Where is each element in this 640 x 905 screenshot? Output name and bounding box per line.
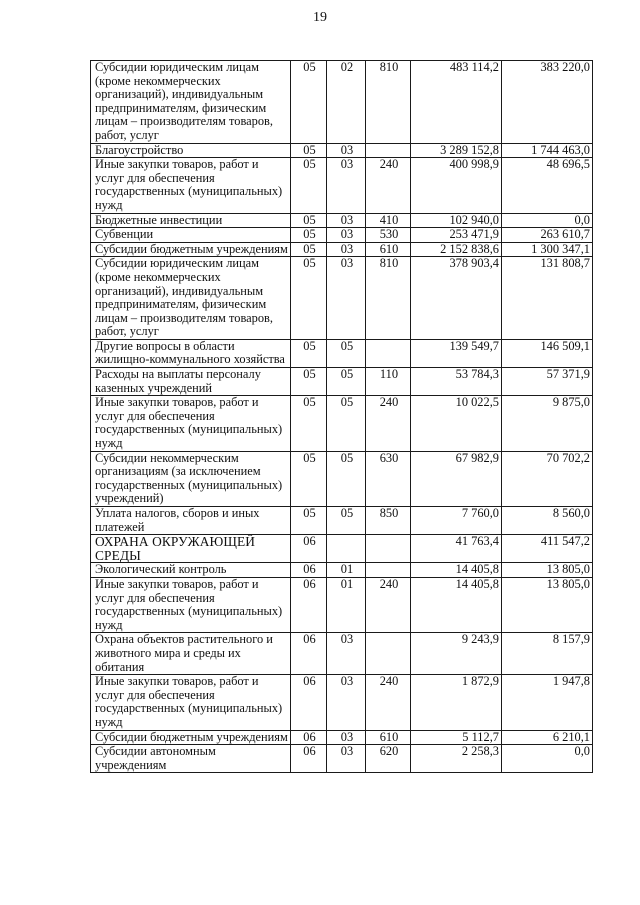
expenditure-name-cell: ОХРАНА ОКРУЖАЮЩЕЙ СРЕДЫ — [91, 535, 291, 563]
expense-type-code-cell: 410 — [366, 213, 411, 228]
amount-year-2-cell: 0,0 — [502, 213, 593, 228]
subsection-code-cell: 03 — [327, 730, 366, 745]
section-code-cell: 05 — [291, 507, 327, 535]
expenditure-name-cell: Уплата налогов, сборов и иных платежей — [91, 507, 291, 535]
section-code-cell: 05 — [291, 61, 327, 144]
subsection-code-cell: 05 — [327, 396, 366, 451]
subsection-code-cell: 03 — [327, 143, 366, 158]
budget-table-body — [91, 61, 593, 773]
amount-year-1-cell: 14 405,8 — [411, 577, 502, 632]
section-code-cell: 05 — [291, 158, 327, 213]
subsection-code-cell: 03 — [327, 745, 366, 773]
expense-type-code-cell — [366, 339, 411, 367]
section-code-cell: 05 — [291, 368, 327, 396]
table-row — [91, 675, 593, 730]
expense-type-code-cell: 240 — [366, 577, 411, 632]
subsection-code-cell: 03 — [327, 242, 366, 257]
subsection-code-cell: 01 — [327, 577, 366, 632]
expenditure-name-cell: Расходы на выплаты персоналу казенных учреждений — [91, 368, 291, 396]
amount-year-2-cell: 13 805,0 — [502, 577, 593, 632]
expenditure-name-cell: Иные закупки товаров, работ и услуг для обеспечения государственных (муниципальных) нужд — [91, 675, 291, 730]
amount-year-2-cell: 9 875,0 — [502, 396, 593, 451]
table-row — [91, 535, 593, 563]
subsection-code-cell: 05 — [327, 451, 366, 506]
amount-year-1-cell: 14 405,8 — [411, 563, 502, 578]
expense-type-code-cell: 630 — [366, 451, 411, 506]
expenditure-name-cell: Субсидии юридическим лицам (кроме некоммерческих организаций), индивидуальным предпринимателям, физическим лицам – производителям товаров, работ, услуг — [91, 257, 291, 340]
table-row — [91, 396, 593, 451]
amount-year-2-cell: 1 300 347,1 — [502, 242, 593, 257]
expense-type-code-cell: 610 — [366, 730, 411, 745]
amount-year-1-cell: 2 152 838,6 — [411, 242, 502, 257]
subsection-code-cell: 02 — [327, 61, 366, 144]
section-code-cell: 05 — [291, 143, 327, 158]
amount-year-2-cell: 383 220,0 — [502, 61, 593, 144]
subsection-code-cell: 03 — [327, 633, 366, 675]
section-code-cell: 05 — [291, 451, 327, 506]
table-row — [91, 213, 593, 228]
section-code-cell: 05 — [291, 213, 327, 228]
amount-year-1-cell: 139 549,7 — [411, 339, 502, 367]
subsection-code-cell: 03 — [327, 213, 366, 228]
table-row — [91, 730, 593, 745]
table-row — [91, 143, 593, 158]
amount-year-1-cell: 10 022,5 — [411, 396, 502, 451]
amount-year-2-cell: 131 808,7 — [502, 257, 593, 340]
section-code-cell: 05 — [291, 242, 327, 257]
expense-type-code-cell — [366, 633, 411, 675]
amount-year-1-cell: 5 112,7 — [411, 730, 502, 745]
amount-year-2-cell: 1 744 463,0 — [502, 143, 593, 158]
expense-type-code-cell: 620 — [366, 745, 411, 773]
amount-year-1-cell: 67 982,9 — [411, 451, 502, 506]
table-row — [91, 339, 593, 367]
expenditure-name-cell: Иные закупки товаров, работ и услуг для обеспечения государственных (муниципальных) нужд — [91, 158, 291, 213]
subsection-code-cell: 03 — [327, 257, 366, 340]
amount-year-2-cell: 57 371,9 — [502, 368, 593, 396]
section-code-cell: 06 — [291, 535, 327, 563]
expenditure-name-cell: Благоустройство — [91, 143, 291, 158]
expenditure-name-cell: Субсидии автономным учреждениям — [91, 745, 291, 773]
amount-year-1-cell: 9 243,9 — [411, 633, 502, 675]
section-code-cell: 05 — [291, 339, 327, 367]
amount-year-2-cell: 8 157,9 — [502, 633, 593, 675]
expenditure-name-cell: Субсидии юридическим лицам (кроме некоммерческих организаций), индивидуальным предпринимателям, физическим лицам – производителям товаров, работ, услуг — [91, 61, 291, 144]
expense-type-code-cell: 240 — [366, 675, 411, 730]
amount-year-1-cell: 253 471,9 — [411, 228, 502, 243]
amount-year-2-cell: 411 547,2 — [502, 535, 593, 563]
amount-year-1-cell: 2 258,3 — [411, 745, 502, 773]
expense-type-code-cell: 610 — [366, 242, 411, 257]
expense-type-code-cell — [366, 535, 411, 563]
expense-type-code-cell: 110 — [366, 368, 411, 396]
expenditure-name-cell: Охрана объектов растительного и животного мира и среды их обитания — [91, 633, 291, 675]
table-row — [91, 158, 593, 213]
amount-year-1-cell: 378 903,4 — [411, 257, 502, 340]
section-code-cell: 05 — [291, 257, 327, 340]
subsection-code-cell: 05 — [327, 507, 366, 535]
table-row — [91, 61, 593, 144]
expense-type-code-cell: 850 — [366, 507, 411, 535]
amount-year-1-cell: 1 872,9 — [411, 675, 502, 730]
expense-type-code-cell: 240 — [366, 396, 411, 451]
expenditure-name-cell: Субсидии бюджетным учреждениям — [91, 730, 291, 745]
subsection-code-cell: 01 — [327, 563, 366, 578]
expenditure-name-cell: Субсидии бюджетным учреждениям — [91, 242, 291, 257]
expense-type-code-cell — [366, 143, 411, 158]
expenditure-name-cell: Другие вопросы в области жилищно-коммунального хозяйства — [91, 339, 291, 367]
expenditure-name-cell: Иные закупки товаров, работ и услуг для обеспечения государственных (муниципальных) нужд — [91, 577, 291, 632]
amount-year-1-cell: 41 763,4 — [411, 535, 502, 563]
subsection-code-cell: 03 — [327, 228, 366, 243]
amount-year-1-cell: 7 760,0 — [411, 507, 502, 535]
section-code-cell: 06 — [291, 577, 327, 632]
expenditure-name-cell: Субсидии некоммерческим организациям (за исключением государственных (муниципальных) учреждений) — [91, 451, 291, 506]
section-code-cell: 06 — [291, 633, 327, 675]
section-code-cell: 05 — [291, 396, 327, 451]
table-row — [91, 745, 593, 773]
table-row — [91, 507, 593, 535]
expenditure-name-cell: Субвенции — [91, 228, 291, 243]
subsection-code-cell: 05 — [327, 339, 366, 367]
expenditure-name-cell: Бюджетные инвестиции — [91, 213, 291, 228]
expense-type-code-cell: 240 — [366, 158, 411, 213]
amount-year-2-cell: 70 702,2 — [502, 451, 593, 506]
subsection-code-cell: 03 — [327, 158, 366, 213]
table-row — [91, 577, 593, 632]
section-code-cell: 06 — [291, 730, 327, 745]
expense-type-code-cell: 530 — [366, 228, 411, 243]
section-code-cell: 05 — [291, 228, 327, 243]
expense-type-code-cell: 810 — [366, 61, 411, 144]
table-row — [91, 228, 593, 243]
section-code-cell: 06 — [291, 745, 327, 773]
section-code-cell: 06 — [291, 675, 327, 730]
expenditure-name-cell: Иные закупки товаров, работ и услуг для обеспечения государственных (муниципальных) нужд — [91, 396, 291, 451]
subsection-code-cell: 03 — [327, 675, 366, 730]
amount-year-2-cell: 8 560,0 — [502, 507, 593, 535]
page-number: 19 — [313, 10, 327, 25]
subsection-code-cell — [327, 535, 366, 563]
amount-year-2-cell: 146 509,1 — [502, 339, 593, 367]
amount-year-2-cell: 48 696,5 — [502, 158, 593, 213]
expenditure-name-cell: Экологический контроль — [91, 563, 291, 578]
table-row — [91, 242, 593, 257]
table-row — [91, 563, 593, 578]
expense-type-code-cell: 810 — [366, 257, 411, 340]
amount-year-2-cell: 13 805,0 — [502, 563, 593, 578]
amount-year-1-cell: 53 784,3 — [411, 368, 502, 396]
amount-year-2-cell: 6 210,1 — [502, 730, 593, 745]
table-row — [91, 257, 593, 340]
subsection-code-cell: 05 — [327, 368, 366, 396]
amount-year-2-cell: 263 610,7 — [502, 228, 593, 243]
table-row — [91, 368, 593, 396]
budget-expenditure-table — [90, 60, 593, 773]
amount-year-2-cell: 1 947,8 — [502, 675, 593, 730]
amount-year-1-cell: 3 289 152,8 — [411, 143, 502, 158]
table-row — [91, 451, 593, 506]
amount-year-2-cell: 0,0 — [502, 745, 593, 773]
section-code-cell: 06 — [291, 563, 327, 578]
amount-year-1-cell: 483 114,2 — [411, 61, 502, 144]
table-row — [91, 633, 593, 675]
expense-type-code-cell — [366, 563, 411, 578]
amount-year-1-cell: 102 940,0 — [411, 213, 502, 228]
amount-year-1-cell: 400 998,9 — [411, 158, 502, 213]
